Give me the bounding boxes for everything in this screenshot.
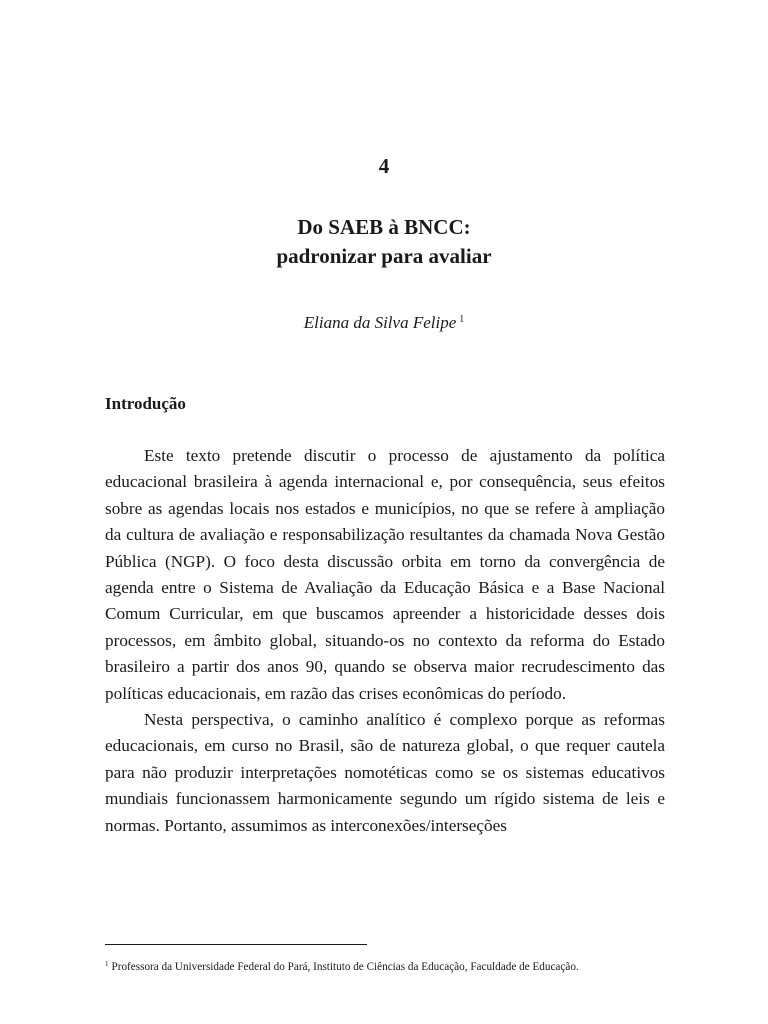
footnote-text: Professora da Universidade Federal do Pará, Instituto de Ciências da Educação, Faculdade de Educação.: [111, 961, 579, 973]
paragraph-1: Este texto pretende discutir o processo de ajustamento da política educacional brasileira à agenda internacional e, por consequência, seus efeitos sobre as agendas locais nos estados e municípios, no que se refere à ampliação da cultura de avaliação e responsabilização resultantes da chamada Nova Gestão Pública (NGP). O foco desta discussão orbita em torno da convergência de agenda entre o Sistema de Avaliação da Educação Básica e a Base Nacional Comum Curricular, em que buscamos apreender a historicidade desses dois processos, em âmbito global, situando-os no contexto da reforma do Estado brasileiro a partir dos anos 90, quando se observa maior recrudescimento das políticas educacionais, em razão das crises econômicas do período.: [105, 446, 665, 703]
author-line: [0, 306, 768, 337]
section-heading: Introdução: [105, 394, 186, 413]
chapter-title-line-1: Do SAEB à BNCC:: [297, 215, 471, 239]
body-text: [105, 443, 665, 839]
author-name: Eliana da Silva Felipe: [303, 313, 457, 332]
footnote: [105, 956, 685, 975]
footnote-marker: 1: [105, 960, 109, 968]
chapter-title: [0, 213, 768, 271]
chapter-number: 4: [378, 154, 390, 178]
paragraph-2: Nesta perspectiva, o caminho analítico é complexo porque as reformas educacionais, em curso no Brasil, são de natureza global, o que requer cautela para não produzir interpretações nomotéticas como se os sistemas educativos mundiais funcionassem harmonicamente segundo um rígido sistema de leis e normas. Portanto, assumimos as interconexões/interseções: [105, 710, 665, 835]
author-footnote-marker: 1: [459, 314, 465, 325]
footnote-divider: [105, 944, 367, 945]
chapter-title-line-2: padronizar para avaliar: [276, 244, 492, 268]
